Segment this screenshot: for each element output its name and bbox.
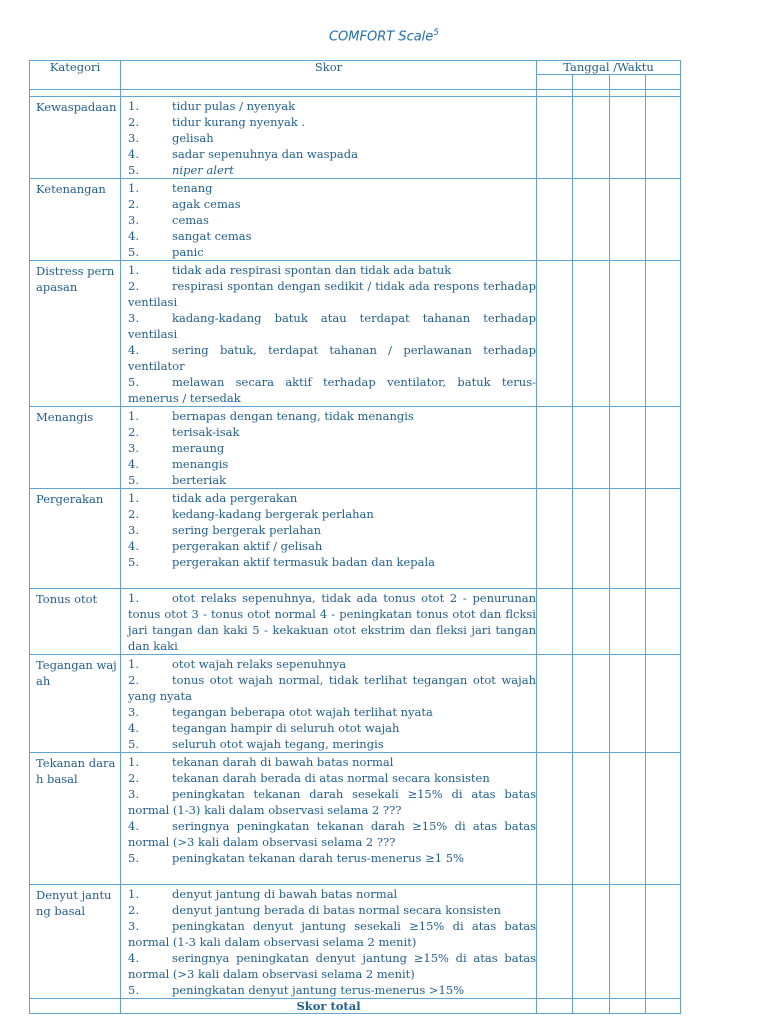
score-item: 4. seringnya peningkatan tekanan darah ≥15% di atas batas normal (>3 kali dalam observasi selama 2 ??? [128,819,536,849]
score-items [121,589,537,655]
table-row [30,885,681,999]
datetime-col-3[interactable] [610,75,646,90]
score-entry-cell[interactable] [537,179,573,261]
score-entry-cell[interactable] [610,885,646,999]
score-entry-cell[interactable] [573,589,610,655]
score-entry-cell[interactable] [610,489,646,589]
score-entry-cell[interactable] [573,655,610,753]
score-item: 5. peningkatan tekanan darah terus-menerus ≥1 5% [128,851,464,865]
table-row [30,407,681,489]
table-row [30,97,681,179]
score-entry-cell[interactable] [537,655,573,753]
datetime-col-1[interactable] [537,75,573,90]
score-item: 3. kadang-kadang batuk atau terdapat tahanan terhadap ventilasi [128,311,536,341]
score-items [121,407,537,489]
score-item: 1. denyut jantung di bawah batas normal [128,887,398,901]
total-entry-cell[interactable] [646,999,681,1014]
score-item: 1. otot relaks sepenuhnya, tidak ada tonus otot 2 - penurunan tonus otot 3 - tonus otot normal 4 - peningkatan tonus otot dan flcksi jari tangan dan kaki 5 - kekakuan otot ekstrim dan fleksi jari tangan dan kaki [128,591,536,653]
score-entry-cell[interactable] [537,261,573,407]
score-item: 4. sangat cemas [128,229,252,243]
score-item: 5. melawan secara aktif terhadap ventilator, batuk terus-menerus / tersedak [128,375,536,405]
score-item: 4. sering batuk, terdapat tahanan / perlawanan terhadap ventilator [128,343,536,373]
score-item: 2. tonus otot wajah normal, tidak terlihat tegangan otot wajah yang nyata [128,673,536,703]
category-cell: Kewaspadaan [30,97,121,179]
category-cell: Tegangan wajah [30,655,121,753]
category-cell: Tonus otot [30,589,121,655]
table-header-row [30,61,681,75]
score-item: 5. berteriak [128,473,227,487]
total-entry-cell[interactable] [537,999,573,1014]
score-item: 4. tegangan hampir di seluruh otot wajah [128,721,400,735]
score-item: 3. sering bergerak perlahan [128,523,321,537]
score-item: 1. otot wajah relaks sepenuhnya [128,657,347,671]
score-entry-cell[interactable] [610,179,646,261]
score-entry-cell[interactable] [537,885,573,999]
score-entry-cell[interactable] [646,753,681,885]
score-item: 3. peningkatan tekanan darah sesekali ≥15% di atas batas normal (1-3) kali dalam observasi selama 2 ??? [128,787,536,817]
score-item: 5. niper alert [128,163,234,177]
score-item: 2. agak cemas [128,197,241,211]
score-entry-cell[interactable] [537,753,573,885]
total-entry-cell[interactable] [573,999,610,1014]
score-items [121,97,537,179]
table-row [30,489,681,589]
score-entry-cell[interactable] [573,179,610,261]
score-entry-cell[interactable] [573,489,610,589]
datetime-col-4[interactable] [646,75,681,90]
table-row [30,655,681,753]
score-item: 2. tidur kurang nyenyak . [128,115,306,129]
score-item: 1. tidur pulas / nyenyak [128,99,296,113]
score-entry-cell[interactable] [610,589,646,655]
score-item: 3. peningkatan denyut jantung sesekali ≥15% di atas batas normal (1-3 kali dalam observasi selama 2 menit) [128,919,536,949]
category-cell: Tekanan darah basal [30,753,121,885]
score-entry-cell[interactable] [610,261,646,407]
score-entry-cell[interactable] [573,261,610,407]
score-item: 5. pergerakan aktif termasuk badan dan kepala [128,555,436,569]
score-item: 3. cemas [128,213,209,227]
table-row [30,589,681,655]
page-title: COMFORT Scale$^5$ [328,28,440,45]
score-item: 4. pergerakan aktif / gelisah [128,539,323,553]
score-entry-cell[interactable] [610,407,646,489]
header-score: Skor [121,61,537,90]
score-entry-cell[interactable] [573,97,610,179]
score-item: 2. kedang-kadang bergerak perlahan [128,507,374,521]
header-datetime: Tanggal /Waktu [537,61,681,75]
table-row [30,261,681,407]
score-entry-cell[interactable] [573,885,610,999]
score-entry-cell[interactable] [537,489,573,589]
total-entry-cell[interactable] [610,999,646,1014]
score-items [121,753,537,885]
score-item: 2. tekanan darah berada di atas normal secara konsisten [128,771,490,785]
score-item: 5. peningkatan denyut jantung terus-menerus >15% [128,983,465,997]
score-item: 1. tekanan darah di bawah batas normal [128,755,394,769]
score-item: 2. respirasi spontan dengan sedikit / tidak ada respons terhadap ventilasi [128,279,536,309]
score-item: 1. tidak ada pergerakan [128,491,298,505]
header-spacer-row [30,90,681,97]
score-entry-cell[interactable] [537,589,573,655]
datetime-col-2[interactable] [573,75,610,90]
score-entry-cell[interactable] [646,655,681,753]
score-entry-cell[interactable] [610,97,646,179]
score-entry-cell[interactable] [537,97,573,179]
score-entry-cell[interactable] [646,489,681,589]
score-item: 3. gelisah [128,131,214,145]
score-entry-cell[interactable] [573,753,610,885]
table-row [30,179,681,261]
score-entry-cell[interactable] [610,753,646,885]
score-entry-cell[interactable] [646,407,681,489]
score-entry-cell[interactable] [646,885,681,999]
category-cell: Pergerakan [30,489,121,589]
score-item: 1. tenang [128,181,213,195]
score-item: 4. menangis [128,457,229,471]
score-entry-cell[interactable] [537,407,573,489]
score-entry-cell[interactable] [573,407,610,489]
score-item: 1. tidak ada respirasi spontan dan tidak ada batuk [128,263,452,277]
table-row [30,753,681,885]
score-item: 4. seringnya peningkatan denyut jantung ≥15% di atas batas normal (>3 kali dalam observasi selama 2 menit) [128,951,536,981]
category-cell: Menangis [30,407,121,489]
score-item: 2. terisak-isak [128,425,240,439]
category-cell: Denyut jantung basal [30,885,121,999]
score-items [121,489,537,589]
score-entry-cell[interactable] [646,97,681,179]
score-item: 2. denyut jantung berada di batas normal secara konsisten [128,903,501,917]
score-item: 3. meraung [128,441,225,455]
score-item: 5. panic [128,245,204,259]
score-item: 4. sadar sepenuhnya dan waspada [128,147,358,161]
score-items [121,179,537,261]
score-item: 1. bernapas dengan tenang, tidak menangis [128,409,414,423]
score-entry-cell[interactable] [646,261,681,407]
total-blank-cell [30,999,121,1014]
score-items [121,261,537,407]
score-items [121,885,537,999]
score-items [121,655,537,753]
header-category: Kategori [30,61,121,90]
category-cell: Distress pernapasan [30,261,121,407]
category-cell: Ketenangan [30,179,121,261]
comfort-scale-table [29,60,681,1014]
score-entry-cell[interactable] [646,179,681,261]
score-entry-cell[interactable] [610,655,646,753]
total-label: Skor total [121,999,537,1014]
score-item: 3. tegangan beberapa otot wajah terlihat nyata [128,705,433,719]
total-row [30,999,681,1014]
score-entry-cell[interactable] [646,589,681,655]
score-item: 5. seluruh otot wajah tegang, meringis [128,737,384,751]
